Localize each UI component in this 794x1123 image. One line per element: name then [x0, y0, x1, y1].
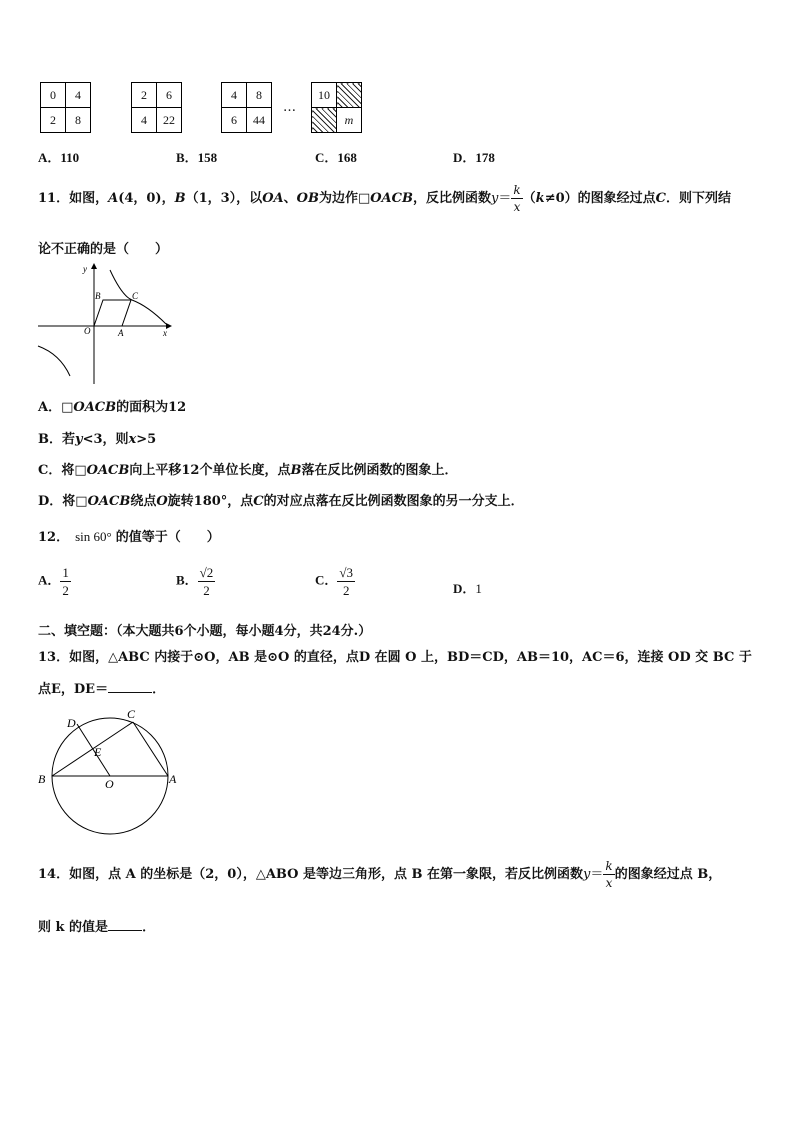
q11-figure	[36, 262, 172, 386]
fraction-k-over-x: $\frac{k}{x}$	[605, 859, 613, 890]
grid-cell: 8	[247, 83, 272, 108]
q10-option-d[interactable]: D．178	[453, 150, 495, 165]
label-b: B	[38, 772, 46, 786]
q13-figure	[30, 702, 190, 836]
label-d: D	[67, 716, 76, 730]
q11-option-b[interactable]: B．若y<3，则x>5	[38, 432, 157, 447]
pattern-grid-4	[311, 82, 362, 133]
q13-stem-line1: 13．如图，△ABC 内接于⊙O，AB 是⊙O 的直径，点D 在圆 O 上，BD＝CD，AB＝10，AC＝6，连接 OD 交 BC 于	[38, 650, 752, 665]
sin-expression: sin 60°	[75, 529, 112, 544]
q11-option-a[interactable]: A．□OACB的面积为12	[38, 400, 187, 415]
label-c: C	[132, 291, 139, 301]
chord-ca	[133, 722, 168, 776]
label-x: x	[163, 328, 167, 338]
grid-cell: 44	[247, 108, 272, 133]
label-c: C	[127, 707, 136, 721]
grid-cell: 4	[132, 108, 157, 133]
section-heading: 二、填空题：（本大题共6个小题，每小题4分，共24分.）	[38, 624, 372, 639]
q14-stem-line2: 则 k 的值是 ．	[38, 920, 156, 935]
hatched-cell	[312, 108, 337, 133]
q11-stem-line1: 11．如图，A(4，0)，B（1，3），以OA、OB为边作□OACB，反比例函数y＝ $\frac{k}{x}$ （k≠0）的图象经过点C．则下列结	[38, 183, 732, 214]
ellipsis: …	[283, 100, 296, 115]
pattern-grid-2	[131, 82, 182, 133]
hyperbola-branch-2	[38, 346, 70, 376]
label-o: O	[84, 326, 91, 336]
q14-stem-line1: 14．如图，点 A 的坐标是（2，0），△ABO 是等边三角形，点 B 在第一象限，若反比例函数y＝ $\frac{k}{x}$ 的图象经过点 B，	[38, 859, 722, 890]
q12-option-c[interactable]: C． $\frac{√3}{2}$	[315, 565, 354, 598]
grid-cell: 8	[66, 108, 91, 133]
q12-option-a[interactable]: A． $\frac{1}{2}$	[38, 565, 69, 598]
parallelogram-oacb	[94, 300, 131, 326]
grid-cell: 2	[132, 83, 157, 108]
grid-cell-m: m	[337, 108, 362, 133]
q11-option-c[interactable]: C．将□OACB向上平移12个单位长度，点B落在反比例函数的图象上．	[38, 463, 458, 478]
grid-cell: 0	[41, 83, 66, 108]
label-y: y	[83, 264, 87, 274]
q13-stem-line2: 点E，DE＝ ．	[38, 682, 166, 697]
grid-cell: 6	[157, 83, 182, 108]
q12-option-d[interactable]: D．1	[453, 581, 482, 596]
grid-cell: 2	[41, 108, 66, 133]
label-e: E	[94, 745, 102, 759]
label-b: B	[95, 291, 101, 301]
answer-blank[interactable]	[108, 682, 152, 693]
q12-stem: 12． sin 60° 的值等于（ ）	[38, 529, 220, 545]
q12-option-b[interactable]: B． $\frac{√2}{2}$	[176, 565, 214, 598]
label-o: O	[105, 777, 114, 791]
grid-cell: 4	[66, 83, 91, 108]
label-a: A	[118, 328, 124, 338]
grid-cell: 4	[222, 83, 247, 108]
q10-option-a[interactable]: A．110	[38, 150, 80, 165]
q11-option-d[interactable]: D．将□OACB绕点O旋转180°，点C的对应点落在反比例函数图象的另一分支上．	[38, 494, 524, 509]
hatched-cell	[337, 83, 362, 108]
grid-cell: 10	[312, 83, 337, 108]
label-a: A	[169, 772, 177, 786]
y-arrow	[91, 263, 97, 269]
q11-stem-line2: 论不正确的是（ ）	[38, 242, 169, 257]
answer-blank[interactable]	[108, 920, 142, 931]
pattern-grid-3	[221, 82, 272, 133]
grid-cell: 6	[222, 108, 247, 133]
q10-option-b[interactable]: B．158	[176, 150, 218, 165]
fraction-k-over-x: $\frac{k}{x}$	[513, 183, 521, 214]
grid-cell: 22	[157, 108, 182, 133]
q10-option-c[interactable]: C．168	[315, 150, 357, 165]
pattern-grid-1	[40, 82, 91, 133]
